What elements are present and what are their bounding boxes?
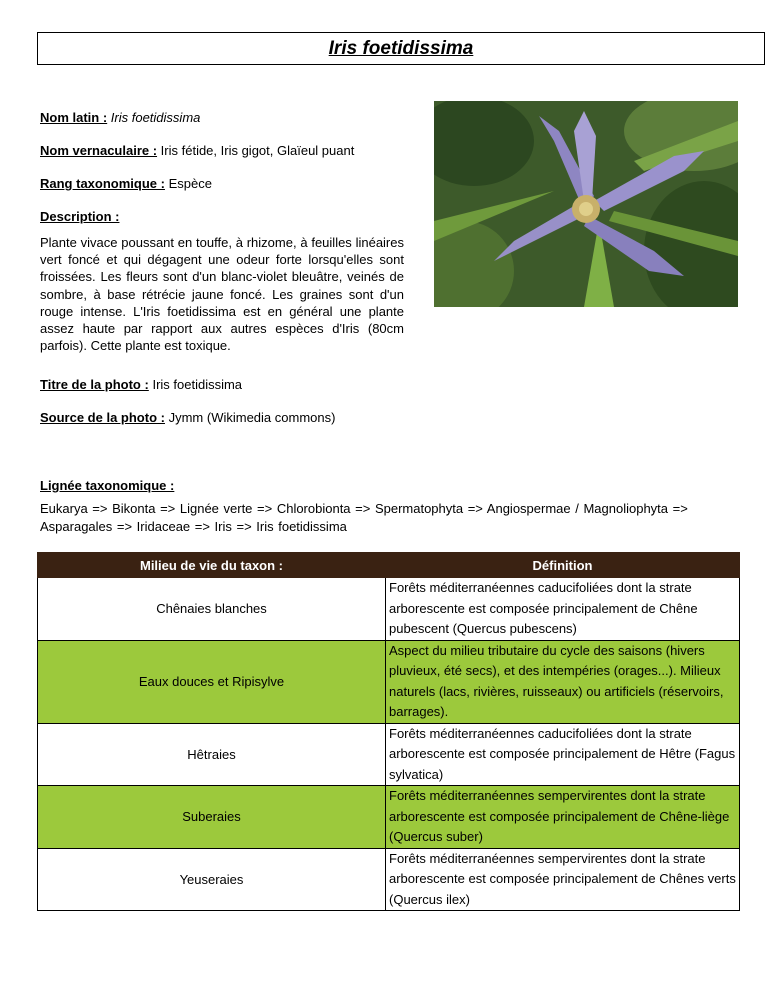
habitat-column-header: Milieu de vie du taxon :	[38, 553, 386, 578]
taxonomic-rank-value: Espèce	[168, 176, 212, 191]
table-row	[38, 723, 740, 786]
habitat-name: Eaux douces et Ripisylve	[38, 640, 386, 723]
habitat-definition: Forêts méditerranéennes sempervirentes dont la strate arborescente est composée principalement de Chêne-liège (Quercus suber)	[386, 786, 740, 849]
photo-source-field	[40, 410, 335, 426]
page-title: Iris foetidissima	[328, 37, 474, 59]
description-heading	[40, 209, 119, 225]
taxonomic-rank-field	[40, 176, 212, 192]
table-row	[38, 786, 740, 849]
habitat-table	[37, 552, 740, 911]
habitat-name: Suberaies	[38, 786, 386, 849]
taxonomic-rank-label: Rang taxonomique :	[40, 176, 165, 191]
table-row	[38, 640, 740, 723]
vernacular-name-field	[40, 143, 354, 159]
photo-title-field	[40, 377, 242, 393]
habitat-name: Hêtraies	[38, 723, 386, 786]
definition-column-header: Définition	[386, 553, 740, 578]
title-box	[37, 32, 765, 65]
habitat-definition: Aspect du milieu tributaire du cycle des saisons (hivers pluvieux, été secs), et des intempéries (orages...). Milieux naturels (lacs, rivières, ruisseaux) ou artificiels (réservoirs, barrages).	[386, 640, 740, 723]
lineage-label: Lignée taxonomique :	[40, 478, 175, 493]
table-row	[38, 578, 740, 641]
photo-source-label: Source de la photo :	[40, 410, 165, 425]
habitat-name: Chênaies blanches	[38, 578, 386, 641]
latin-name-label: Nom latin :	[40, 110, 108, 125]
vernacular-name-value: Iris fétide, Iris gigot, Glaïeul puant	[160, 143, 355, 158]
description-text: Plante vivace poussant en touffe, à rhizome, à feuilles linéaires vert foncé et qui dégagent une odeur forte lorsqu'elles sont froissées. Les fleurs sont d'un blanc-violet bleuâtre, veinés de sombre, à base rétrécie jaune foncé. Les graines sont d'un rouge intense. L'Iris foetidissima est en général une plante assez haute par rapport aux autres espèces d'Iris (80cm parfois). Cette plante est toxique.	[40, 235, 404, 354]
latin-name-value: Iris foetidissima	[110, 110, 201, 125]
habitat-name: Yeuseraies	[38, 848, 386, 911]
vernacular-name-label: Nom vernaculaire :	[40, 143, 158, 158]
lineage-heading	[40, 478, 174, 494]
photo-title-value: Iris foetidissima	[152, 377, 243, 392]
habitat-definition: Forêts méditerranéennes caducifoliées dont la strate arborescente est composée principalement de Hêtre (Fagus sylvatica)	[386, 723, 740, 786]
lineage-text: Eukarya => Bikonta => Lignée verte => Chlorobionta => Spermatophyta => Angiospermae / Magnoliophyta => Asparagales => Iridaceae => Iris => Iris foetidissima	[40, 501, 688, 534]
habitat-definition: Forêts méditerranéennes caducifoliées dont la strate arborescente est composée principalement de Chêne pubescent (Quercus pubescens)	[386, 578, 740, 641]
photo-source-value: Jymm (Wikimedia commons)	[168, 410, 336, 425]
table-row	[38, 848, 740, 911]
iris-photo	[434, 101, 738, 307]
table-header-row	[38, 553, 740, 578]
description-label: Description :	[40, 209, 120, 224]
photo-title-label: Titre de la photo :	[40, 377, 149, 392]
latin-name-field	[40, 110, 200, 126]
habitat-definition: Forêts méditerranéennes sempervirentes dont la strate arborescente est composée principalement de Chênes verts (Quercus ilex)	[386, 848, 740, 911]
